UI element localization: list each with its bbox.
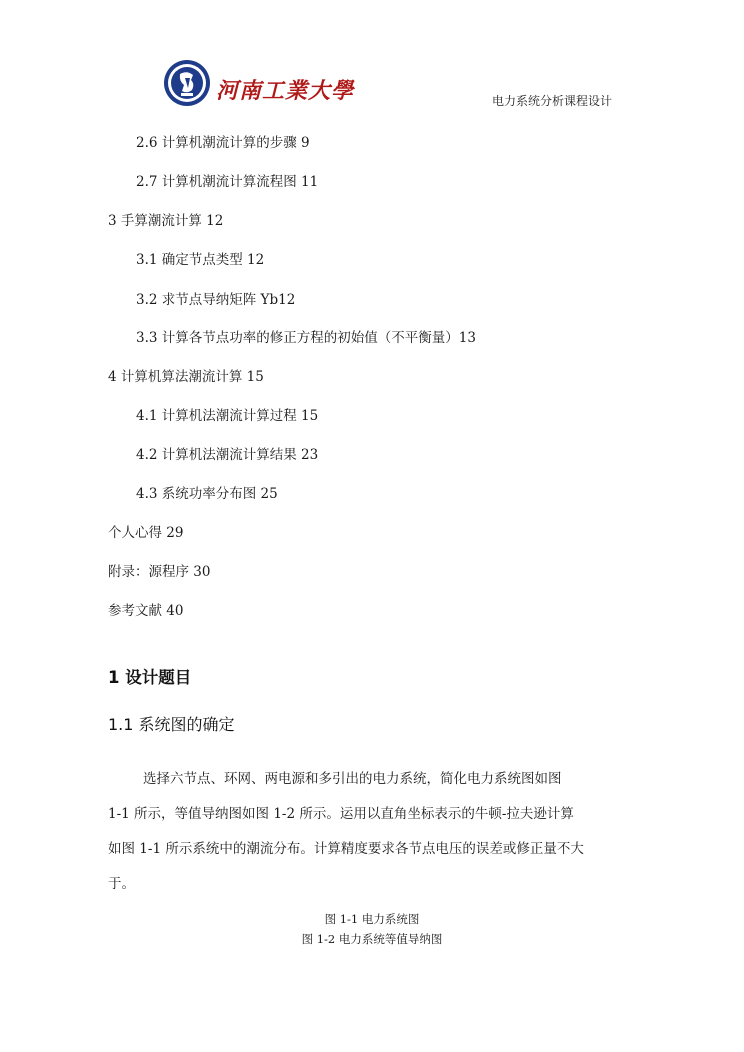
paragraph-line: 于。 xyxy=(108,876,135,892)
toc-item[interactable]: 3.2 求节点导纳矩阵 Yb12 xyxy=(136,292,296,308)
toc-item[interactable]: 2.7 计算机潮流计算流程图 11 xyxy=(136,174,319,190)
course-title: 电力系统分析课程设计 xyxy=(491,94,612,108)
toc-item[interactable]: 3.3 计算各节点功率的修正方程的初始值（不平衡量）13 xyxy=(136,330,476,346)
toc-item[interactable]: 4.1 计算机法潮流计算过程 15 xyxy=(136,408,319,424)
toc-item[interactable]: 3.1 确定节点类型 12 xyxy=(136,252,265,268)
figure-caption: 图 1-2 电力系统等值导纳图 xyxy=(301,932,443,946)
toc-item[interactable]: 附录：源程序 30 xyxy=(108,564,211,580)
university-logo-text: 河南工業大學 xyxy=(216,78,355,104)
toc-item[interactable]: 参考文献 40 xyxy=(108,603,184,619)
paragraph-line: 选择六节点、环网、两电源和多引出的电力系统，简化电力系统图如图 xyxy=(143,771,562,787)
toc-item[interactable]: 4.2 计算机法潮流计算结果 23 xyxy=(136,447,319,463)
toc-item[interactable]: 4.3 系统功率分布图 25 xyxy=(136,486,278,502)
subsection-heading: 1.1 系统图的确定 xyxy=(108,715,235,734)
toc-item[interactable]: 个人心得 29 xyxy=(108,525,184,541)
body-paragraph xyxy=(108,762,636,902)
page-header xyxy=(160,58,630,112)
section-heading: 1 设计题目 xyxy=(108,668,192,687)
figure-caption: 图 1-1 电力系统图 xyxy=(324,912,420,926)
toc-item[interactable]: 4 计算机算法潮流计算 15 xyxy=(108,369,264,385)
paragraph-line: 如图 1-1 所示系统中的潮流分布。计算精度要求各节点电压的误差或修正量不大 xyxy=(108,841,584,857)
paragraph-line: 1-1 所示，等值导纳图如图 1-2 所示。运用以直角坐标表示的牛顿-拉夫逊计算 xyxy=(108,806,574,822)
toc-item[interactable]: 3 手算潮流计算 12 xyxy=(108,213,224,229)
toc-item[interactable]: 2.6 计算机潮流计算的步骤 9 xyxy=(136,135,310,151)
university-seal-icon xyxy=(162,58,212,108)
